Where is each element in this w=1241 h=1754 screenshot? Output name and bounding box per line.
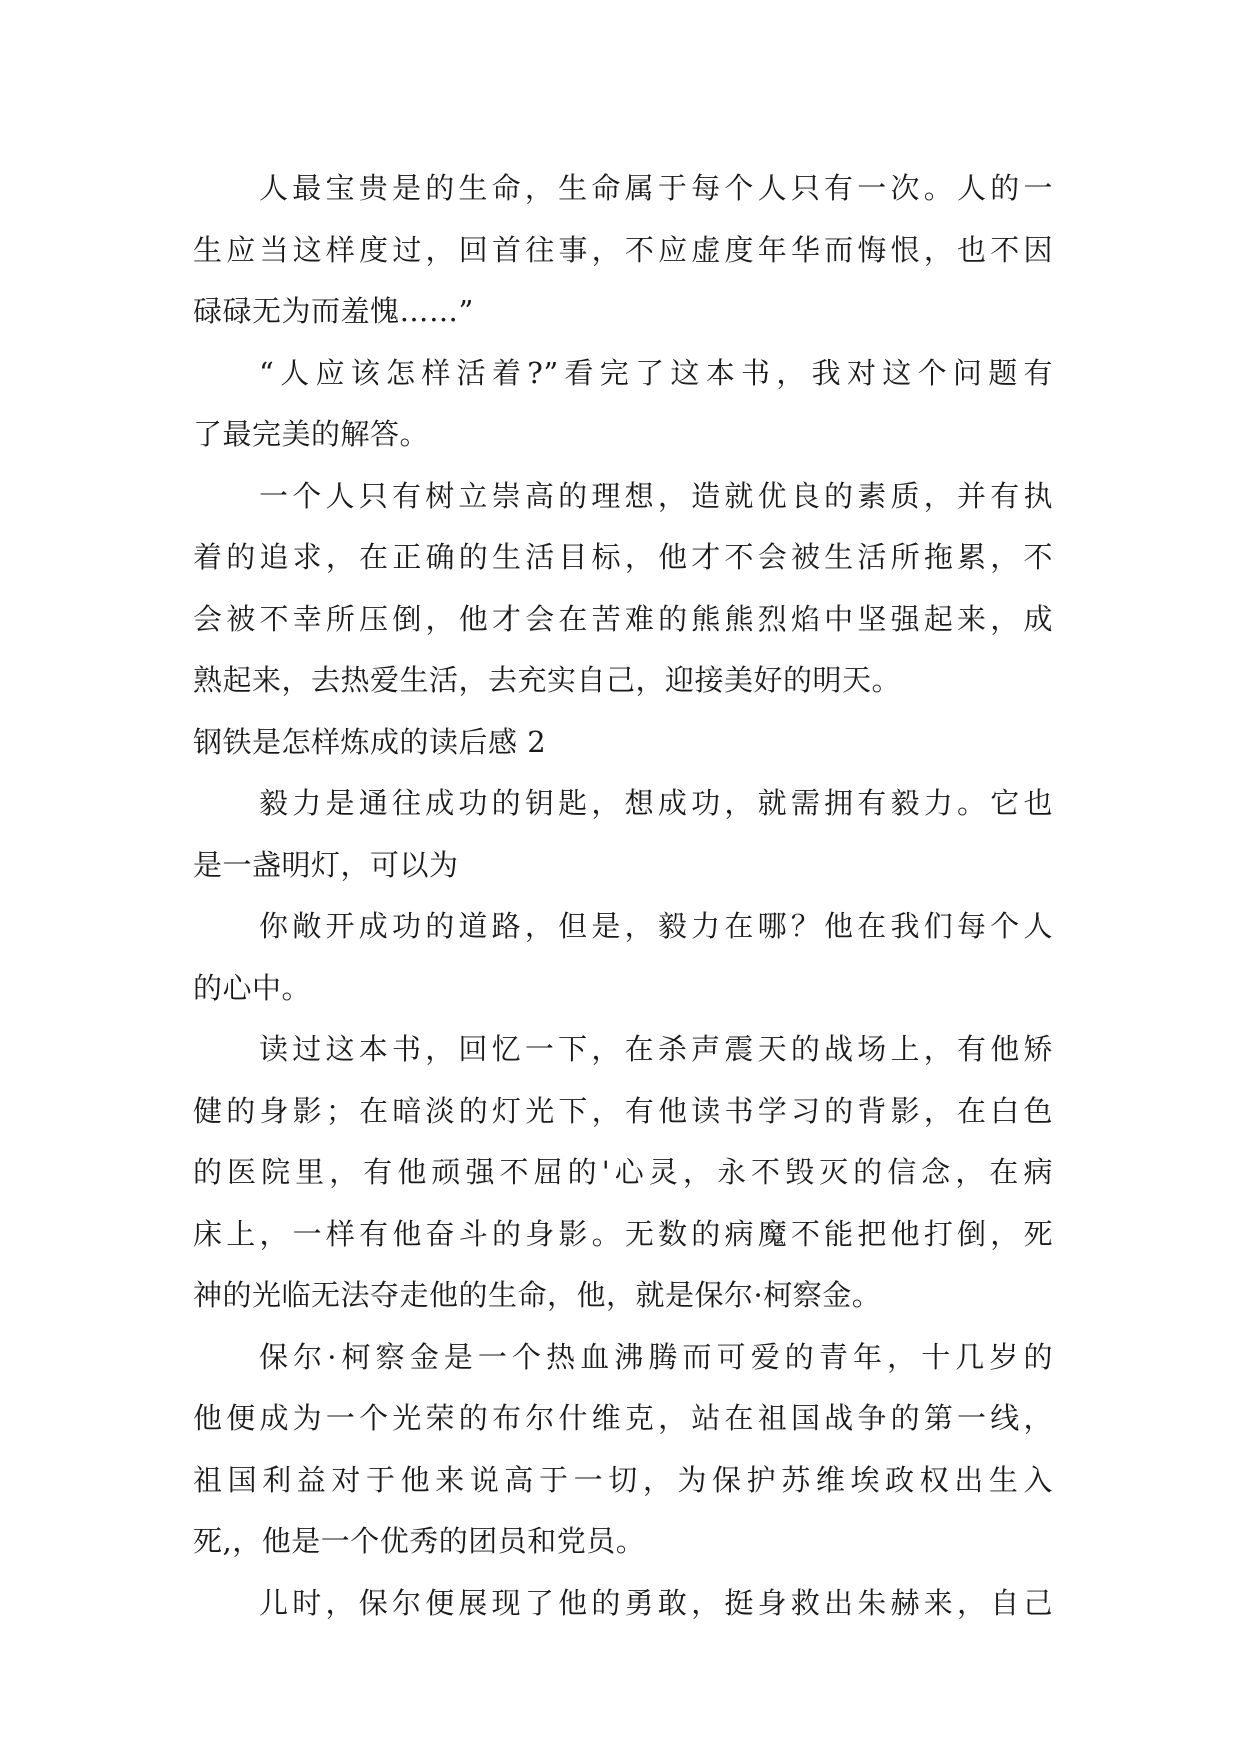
text-line: 他便成为一个光荣的布尔什维克，站在祖国战争的第一线，: [193, 1401, 1053, 1435]
text-line: 碌碌无为而羞愧……”: [193, 294, 474, 328]
text-line: 熟起来，去热爱生活，去充实自己，迎接美好的明天。: [193, 663, 902, 697]
text-line: 会被不幸所压倒，他才会在苦难的熊熊烈焰中坚强起来，成: [193, 601, 1053, 636]
text-line: 保尔·柯察金是一个热血沸腾而可爱的青年，十几岁的: [259, 1339, 1053, 1374]
text-line: 的心中。: [193, 970, 312, 1005]
text-line: 儿时，保尔便展现了他的勇敢，挺身救出朱赫来，自己: [259, 1585, 1053, 1620]
text-line: 着的追求，在正确的生活目标，他才不会被生活所拖累，不: [193, 540, 1053, 574]
text-line: 床上，一样有他奋斗的身影。无数的病魔不能把他打倒，死: [193, 1216, 1053, 1251]
text-line: 毅力是通往成功的钥匙，想成功，就需拥有毅力。它也: [259, 786, 1053, 820]
text-line: 祖国利益对于他来说高于一切，为保护苏维埃政权出生入: [193, 1462, 1053, 1497]
text-line: 生应当这样度过，回首往事，不应虚度年华而悔恨，也不因: [193, 232, 1053, 267]
document-body: [193, 158, 1053, 1634]
text-line: 健的身影；在暗淡的灯光下，有他读书学习的背影，在白色: [193, 1093, 1053, 1128]
section-heading: 钢铁是怎样炼成的读后感 2: [193, 724, 547, 759]
text-line: 神的光临无法夺走他的生命，他，就是保尔·柯察金。: [193, 1278, 882, 1312]
text-line: 你敞开成功的道路，但是，毅力在哪？他在我们每个人: [259, 909, 1053, 943]
text-line: 死,，他是一个优秀的团员和党员。: [193, 1524, 646, 1558]
text-line: 的医院里，有他顽强不屈的'心灵，永不毁灭的信念，在病: [193, 1155, 1053, 1189]
text-line: 了最完美的解答。: [193, 417, 430, 451]
text-line: “人应该怎样活着?”看完了这本书，我对这个问题有: [259, 355, 1053, 390]
text-line: 一个人只有树立崇高的理想，造就优良的素质，并有执: [259, 478, 1053, 513]
text-line: 人最宝贵是的生命，生命属于每个人只有一次。人的一: [259, 171, 1053, 205]
text-line: 是一盏明灯，可以为: [193, 847, 459, 882]
text-line: 读过这本书，回忆一下，在杀声震天的战场上，有他矫: [259, 1032, 1053, 1066]
